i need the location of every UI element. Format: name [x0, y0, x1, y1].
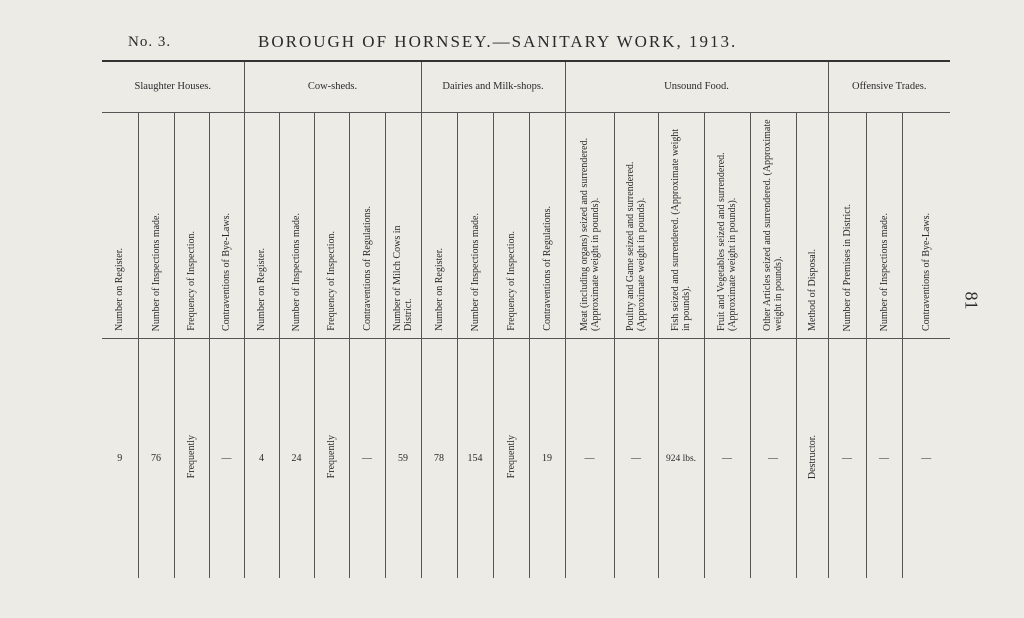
- col-header-uf-disposal: Method of Disposal.: [806, 249, 818, 331]
- col-header-uf-poultry: Poultry and Game seized and surrendered. (Approximate weight in pounds).: [625, 161, 647, 331]
- header-cell: [704, 113, 750, 339]
- header-cell: [828, 113, 866, 339]
- cell-sh-contraventions: —: [209, 339, 244, 579]
- cell-uf-fruit: —: [704, 339, 750, 579]
- cell-cs-contraventions: —: [349, 339, 385, 579]
- col-header-ot-premises: Number of Premises in District.: [841, 203, 853, 331]
- col-header-dm-register: Number on Register.: [433, 247, 445, 331]
- header-cell: [349, 113, 385, 339]
- cell-sh-frequency-wrap: [174, 339, 209, 579]
- header-cell: [102, 113, 138, 339]
- cell-cs-frequency: Frequently: [326, 435, 337, 479]
- cell-uf-other: —: [750, 339, 796, 579]
- header-cell: [244, 113, 279, 339]
- header-cell: [314, 113, 349, 339]
- col-header-uf-fruit: Fruit and Vegetables seized and surrendered. (Approximate weight in pounds).: [716, 152, 738, 331]
- cell-dm-register: 78: [421, 339, 457, 579]
- col-header-ot-contraventions: Contraventions of Bye-Laws.: [920, 212, 932, 331]
- cell-sh-inspections: 76: [138, 339, 174, 579]
- col-header-sh-contraventions: Contraventions of Bye-Laws.: [221, 212, 232, 331]
- header-cell: [209, 113, 244, 339]
- group-unsound-food: Unsound Food.: [565, 62, 828, 113]
- group-cow-sheds: Cow-sheds.: [244, 62, 421, 113]
- header-cell: [138, 113, 174, 339]
- cell-uf-meat: —: [565, 339, 614, 579]
- col-header-dm-inspections: Number of Inspections made.: [469, 212, 481, 331]
- col-header-dm-frequency: Frequency of Inspection.: [505, 231, 517, 331]
- header-cell: [385, 113, 421, 339]
- cell-cs-milch-cows: 59: [385, 339, 421, 579]
- col-header-sh-register: Number on Register.: [114, 247, 126, 331]
- col-header-sh-frequency: Frequency of Inspection.: [186, 231, 197, 331]
- cell-cs-inspections: 24: [279, 339, 314, 579]
- page-title: BOROUGH OF HORNSEY.—SANITARY WORK, 1913.: [258, 32, 738, 51]
- col-header-cs-inspections: Number of Inspections made.: [291, 212, 302, 331]
- cell-uf-disposal: Destructor.: [806, 434, 818, 480]
- header-cell: [565, 113, 614, 339]
- cell-ot-premises: —: [828, 339, 866, 579]
- folio-number: 81: [961, 291, 982, 310]
- group-slaughter-houses: Slaughter Houses.: [102, 62, 244, 113]
- cell-ot-contraventions: —: [902, 339, 950, 579]
- cell-uf-fish: 924 lbs.: [658, 339, 704, 579]
- header-cell: [614, 113, 658, 339]
- col-header-ot-inspections: Number of Inspections made.: [878, 212, 890, 331]
- cell-cs-register: 4: [244, 339, 279, 579]
- group-offensive-trades: Offensive Trades.: [828, 62, 950, 113]
- header-cell: [421, 113, 457, 339]
- cell-sh-frequency: Frequently: [186, 435, 197, 479]
- cell-ot-inspections: —: [866, 339, 902, 579]
- header-cell: [457, 113, 493, 339]
- cell-sh-register: 9: [117, 453, 123, 464]
- group-dairies: Dairies and Milk-shops.: [421, 62, 565, 113]
- col-header-cs-contraventions: Contraventions of Regulations.: [361, 206, 373, 331]
- cell-dm-contraventions: 19: [529, 339, 565, 579]
- header-cell: [529, 113, 565, 339]
- header-cell: [174, 113, 209, 339]
- col-header-cs-milch-cows: Number of Milch Cows in District.: [392, 225, 414, 331]
- col-header-uf-meat: Meat (including organs) seized and surrendered. (Approximate weight in pounds).: [578, 137, 601, 331]
- page-number: No. 3.: [128, 34, 172, 50]
- header-cell: [902, 113, 950, 339]
- header-cell: [279, 113, 314, 339]
- col-header-uf-other: Other Articles seized and surrendered. (Approximate weight in pounds).: [762, 119, 784, 331]
- cell-dm-inspections: 154: [457, 339, 493, 579]
- header-cell: [866, 113, 902, 339]
- col-header-cs-frequency: Frequency of Inspection.: [326, 231, 337, 331]
- col-header-cs-register: Number on Register.: [256, 247, 267, 331]
- col-header-dm-contraventions: Contraventions of Regulations.: [541, 206, 553, 331]
- header-cell: [658, 113, 704, 339]
- col-header-uf-fish: Fish seized and surrendered. (Approximate weight in pounds).: [670, 128, 692, 331]
- cell-dm-frequency: Frequently: [505, 435, 517, 479]
- header-cell: [796, 113, 828, 339]
- col-header-sh-inspections: Number of Inspections made.: [150, 212, 162, 331]
- sanitary-work-table: [102, 60, 950, 578]
- cell-dm-frequency-wrap: [493, 339, 529, 579]
- cell-uf-disposal-wrap: [796, 339, 828, 579]
- cell-uf-poultry: —: [614, 339, 658, 579]
- header-cell: [750, 113, 796, 339]
- cell-cs-frequency-wrap: [314, 339, 349, 579]
- header-cell: [493, 113, 529, 339]
